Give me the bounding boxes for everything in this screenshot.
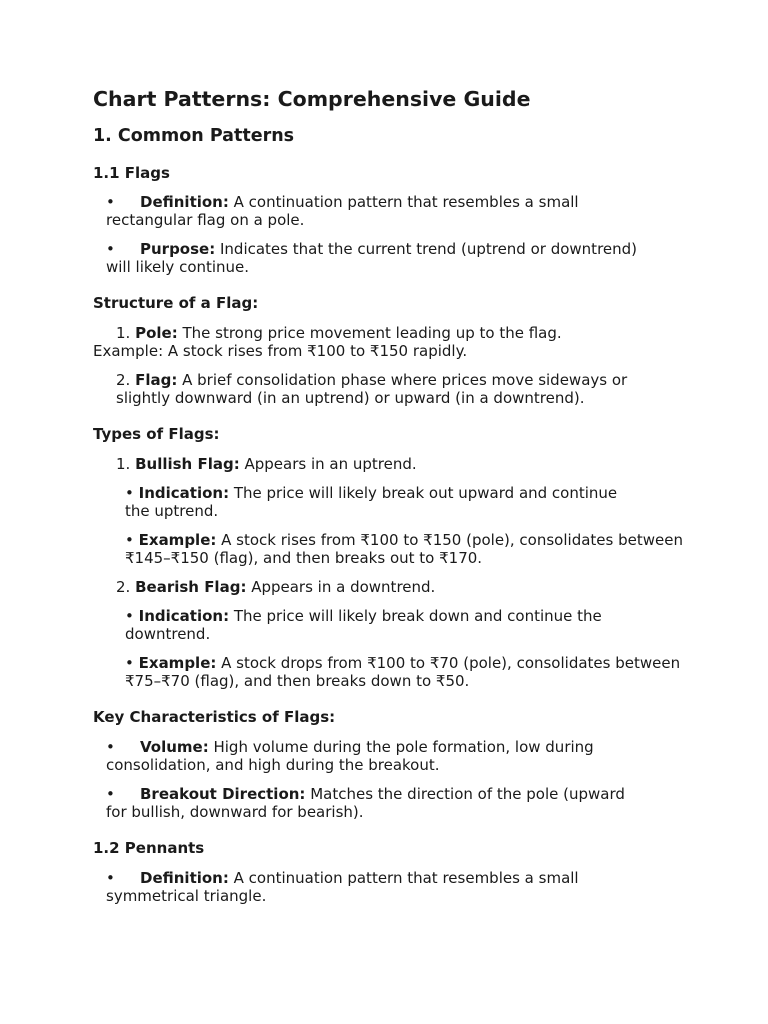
- document-page: [93, 86, 683, 905]
- bullet-icon: •: [125, 484, 134, 502]
- bullet-icon: •: [106, 738, 115, 756]
- characteristics-heading: Key Characteristics of Flags:: [93, 708, 336, 726]
- sub-text: The price will likely break down and continue the downtrend.: [125, 607, 602, 643]
- sub-text: A stock drops from ₹100 to ₹70 (pole), consolidates between ₹75–₹70 (flag), and then breaks down to ₹50.: [125, 654, 681, 690]
- characteristics-bullet-breakout: [93, 785, 646, 821]
- bullet-label: Volume:: [140, 738, 209, 756]
- bullish-sub-example: [93, 531, 685, 567]
- item-label: Bullish Flag:: [135, 455, 240, 473]
- pennants-bullet-definition: [93, 869, 666, 905]
- bullet-text: A continuation pattern that resembles a small rectangular flag on a pole.: [106, 193, 579, 229]
- flags-bullet-definition: [93, 193, 666, 229]
- list-number: 2.: [116, 578, 131, 596]
- list-number: 2.: [116, 371, 131, 389]
- item-text: Appears in an uptrend.: [239, 455, 417, 473]
- bullet-icon: •: [106, 240, 115, 258]
- bearish-sub-indication: [93, 607, 670, 643]
- characteristics-bullet-volume: [93, 738, 666, 774]
- sub-text: A stock rises from ₹100 to ₹150 (pole), consolidates between ₹145–₹150 (flag), and then breaks out to ₹170.: [125, 531, 683, 567]
- item-label: Pole:: [135, 324, 178, 342]
- bullet-icon: •: [106, 193, 115, 211]
- flags-bullet-purpose: [93, 240, 646, 276]
- bullet-text: Indicates that the current trend (uptrend or downtrend) will likely continue.: [106, 240, 638, 276]
- item-text: The strong price movement leading up to the flag.: [177, 324, 562, 342]
- bullet-label: Definition:: [140, 869, 229, 887]
- bullet-label: Purpose:: [140, 240, 216, 258]
- sub-label: Example:: [138, 654, 217, 672]
- subsection-heading-pennants: 1.2 Pennants: [93, 839, 205, 857]
- bullet-text: Matches the direction of the pole (upward for bullish, downward for bearish).: [106, 785, 625, 821]
- section-heading-common-patterns: 1. Common Patterns: [93, 126, 295, 146]
- bullet-icon: •: [125, 531, 134, 549]
- bullet-icon: •: [125, 607, 134, 625]
- types-heading: Types of Flags:: [93, 425, 220, 443]
- list-number: 1.: [116, 455, 131, 473]
- bullet-text: A continuation pattern that resembles a small symmetrical triangle.: [106, 869, 579, 905]
- bullet-icon: •: [125, 654, 134, 672]
- bullet-icon: •: [106, 785, 115, 803]
- item-continuation: Example: A stock rises from ₹100 to ₹150 rapidly.: [93, 342, 468, 360]
- bullet-text: High volume during the pole formation, low during consolidation, and high during the breakout.: [106, 738, 594, 774]
- bullet-label: Breakout Direction:: [140, 785, 306, 803]
- sub-text: The price will likely break out upward and continue the uptrend.: [125, 484, 618, 520]
- page-title: Chart Patterns: Comprehensive Guide: [93, 87, 531, 111]
- structure-item-flag: [93, 371, 676, 407]
- structure-item-pole: [93, 324, 683, 360]
- subsection-heading-flags: 1.1 Flags: [93, 164, 170, 182]
- item-label: Bearish Flag:: [135, 578, 247, 596]
- sub-label: Example:: [138, 531, 217, 549]
- structure-heading: Structure of a Flag:: [93, 294, 259, 312]
- item-text: Appears in a downtrend.: [246, 578, 436, 596]
- bullet-icon: •: [106, 869, 115, 887]
- bearish-sub-example: [93, 654, 685, 690]
- item-text: A brief consolidation phase where prices move sideways or slightly downward (in an uptrend) or upward (in a downtrend).: [116, 371, 628, 407]
- item-label: Flag:: [135, 371, 178, 389]
- bullet-label: Definition:: [140, 193, 229, 211]
- types-item-bearish: [93, 578, 683, 596]
- sub-label: Indication:: [138, 607, 230, 625]
- sub-label: Indication:: [138, 484, 230, 502]
- list-number: 1.: [116, 324, 131, 342]
- bullish-sub-indication: [93, 484, 645, 520]
- types-item-bullish: [93, 455, 683, 473]
